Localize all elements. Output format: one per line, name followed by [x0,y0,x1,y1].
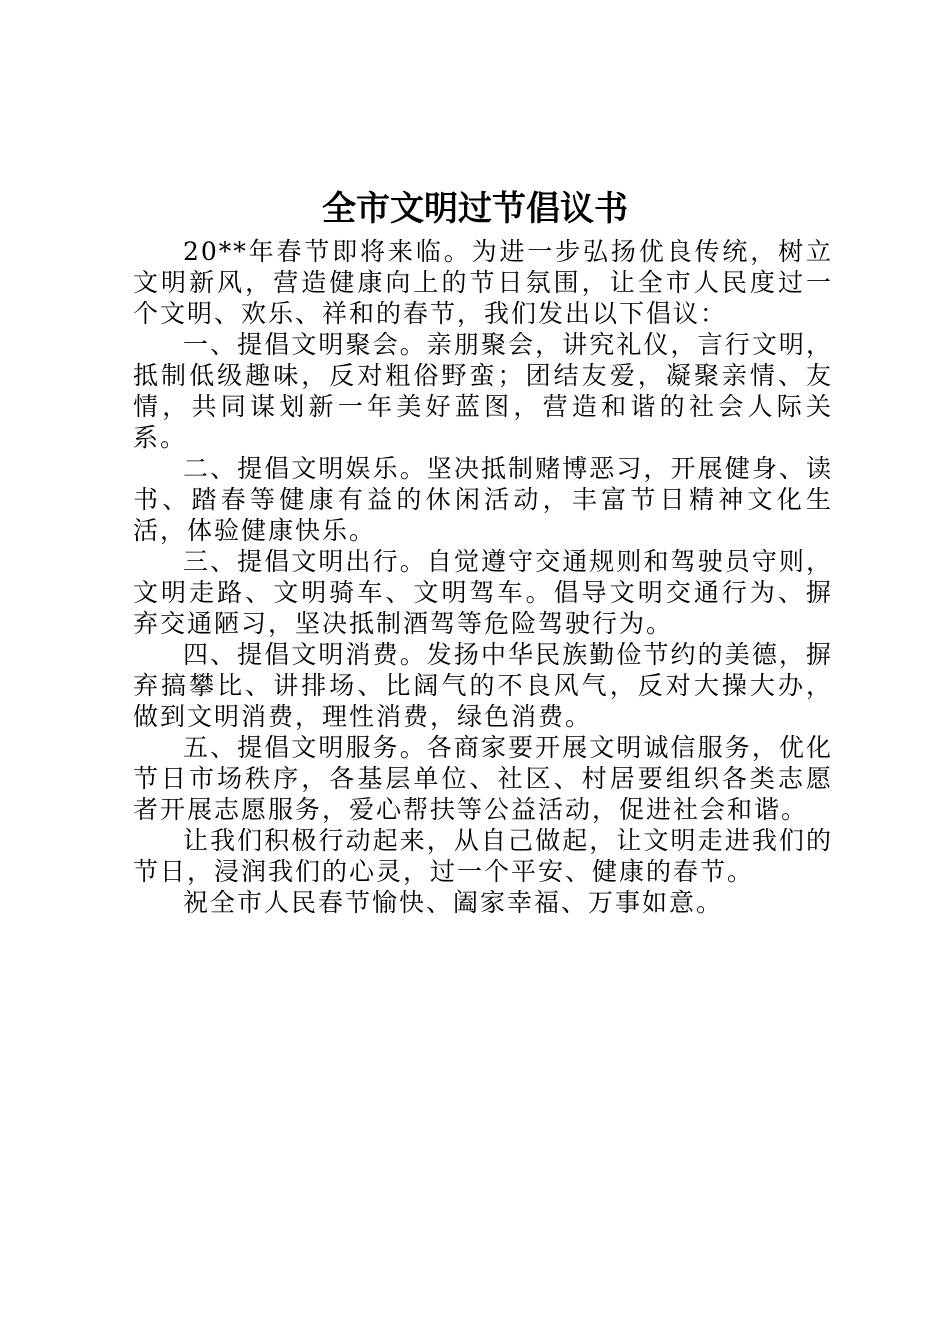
paragraph-item-2: 二、提倡文明娱乐。坚决抵制赌博恶习，开展健身、读书、踏春等健康有益的休闲活动，丰富节日精神文化生活，体验健康快乐。 [133,454,833,545]
document-body [133,236,833,918]
paragraph-call-to-action: 让我们积极行动起来，从自己做起，让文明走进我们的节日，浸润我们的心灵，过一个平安、健康的春节。 [133,826,833,886]
paragraph-closing-wish: 祝全市人民春节愉快、阖家幸福、万事如意。 [183,888,724,917]
paragraph-item-3: 三、提倡文明出行。自觉遵守交通规则和驾驶员守则，文明走路、文明骑车、文明驾车。倡导文明交通行为、摒弃交通陋习，坚决抵制酒驾等危险驾驶行为。 [133,547,833,638]
paragraph-item-4: 四、提倡文明消费。发扬中华民族勤俭节约的美德，摒弃搞攀比、讲排场、比阔气的不良风气，反对大操大办，做到文明消费，理性消费，绿色消费。 [133,640,833,731]
paragraph-item-1: 一、提倡文明聚会。亲朋聚会，讲究礼仪，言行文明，抵制低级趣味，反对粗俗野蛮；团结友爱，凝聚亲情、友情，共同谋划新一年美好蓝图，营造和谐的社会人际关系。 [133,330,833,452]
paragraph-intro: 20**年春节即将来临。为进一步弘扬优良传统，树立文明新风，营造健康向上的节日氛围，让全市人民度过一个文明、欢乐、祥和的春节，我们发出以下倡议： [133,237,833,328]
paragraph-item-5: 五、提倡文明服务。各商家要开展文明诚信服务，优化节日市场秩序，各基层单位、社区、村居要组织各类志愿者开展志愿服务，爱心帮扶等公益活动，促进社会和谐。 [133,733,833,824]
document-title: 全市文明过节倡议书 [322,189,628,229]
